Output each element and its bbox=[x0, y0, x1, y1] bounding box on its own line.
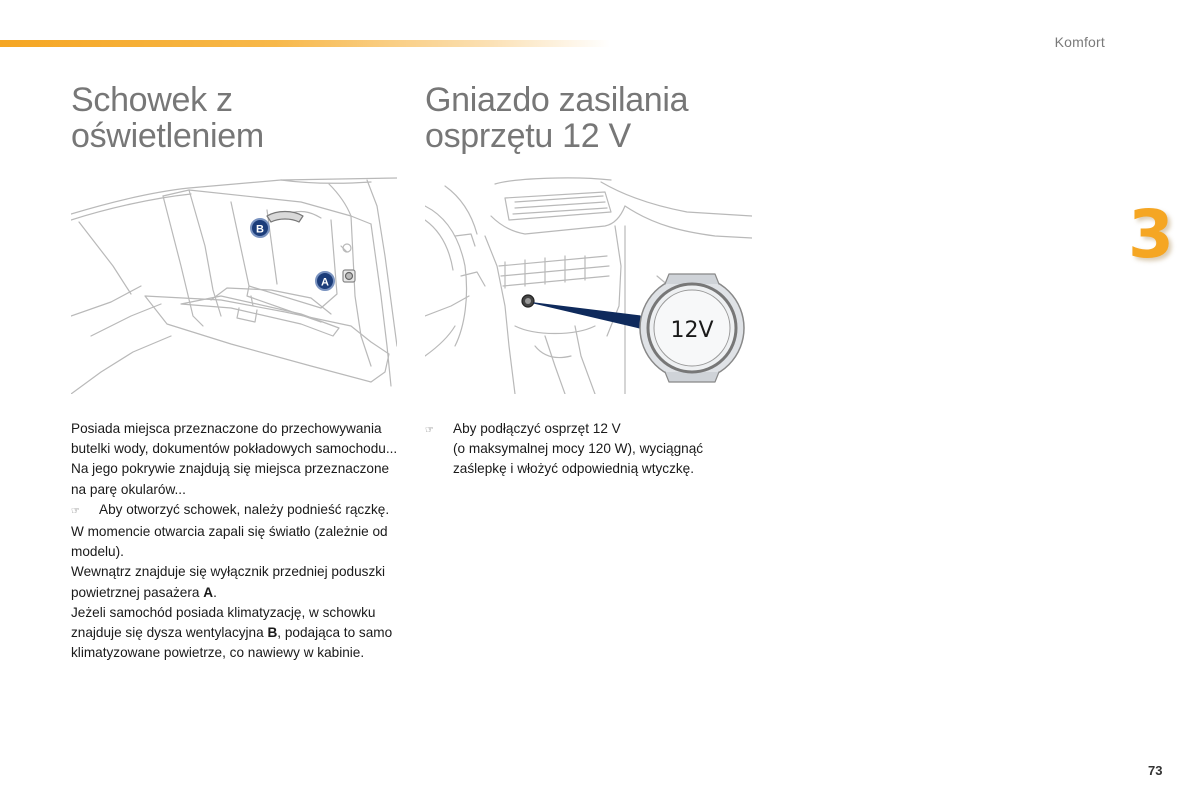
right-body-text bbox=[425, 419, 755, 480]
glovebox-illustration bbox=[71, 176, 397, 394]
callout-b: B bbox=[256, 223, 264, 236]
pointing-finger-icon: ☞ bbox=[425, 425, 434, 436]
left-bullet-item bbox=[71, 500, 401, 522]
left-body-text bbox=[71, 419, 401, 663]
socket-12v-label: 12V bbox=[670, 318, 714, 343]
right-title bbox=[425, 82, 765, 154]
left-paragraph-5: Jeżeli samochód posiada klimatyzację, w schowku znajduje się dysza wentylacyjna B, podająca to samo klimatyzowane powietrze, co nawiewy w kabinie. bbox=[71, 604, 393, 661]
left-paragraph-3: W momencie otwarcia zapali się światło (zależnie od modelu). bbox=[71, 524, 388, 560]
left-paragraph-1: Posiada miejsca przeznaczone do przechowywania butelki wody, dokumentów pokładowych samochodu... bbox=[71, 421, 398, 457]
right-title-line1: Gniazdo zasilania bbox=[425, 81, 689, 119]
right-bullet-rest: (o maksymalnej mocy 120 W), wyciągnąć zaślepkę i włożyć odpowiednią wtyczkę. bbox=[453, 441, 704, 477]
right-bullet-item bbox=[425, 419, 755, 480]
left-title-line1: Schowek z bbox=[71, 81, 233, 119]
pointing-finger-icon: ☞ bbox=[71, 505, 80, 517]
left-paragraph-4: Wewnątrz znajduje się wyłącznik przedniej poduszki powietrznej pasażera A. bbox=[71, 564, 386, 600]
left-title bbox=[71, 82, 391, 154]
header-accent-bar bbox=[0, 40, 610, 47]
section-label: Komfort bbox=[1054, 34, 1105, 50]
page-number: 73 bbox=[1148, 763, 1163, 778]
chapter-number: 3 bbox=[1128, 196, 1174, 273]
vent-label: B bbox=[267, 625, 278, 641]
power-socket-illustration bbox=[425, 176, 752, 394]
callout-a: A bbox=[321, 276, 329, 289]
airbag-switch-label: A bbox=[203, 584, 214, 600]
left-bullet-text: Aby otworzyć schowek, należy podnieść rączkę. bbox=[99, 501, 390, 517]
left-title-line2: oświetleniem bbox=[71, 117, 264, 155]
left-paragraph-2: Na jego pokrywie znajdują się miejsca przeznaczone na parę okularów... bbox=[71, 461, 390, 497]
right-bullet-line1: Aby podłączyć osprzęt 12 V bbox=[453, 421, 621, 436]
right-title-line2: osprzętu 12 V bbox=[425, 117, 631, 155]
